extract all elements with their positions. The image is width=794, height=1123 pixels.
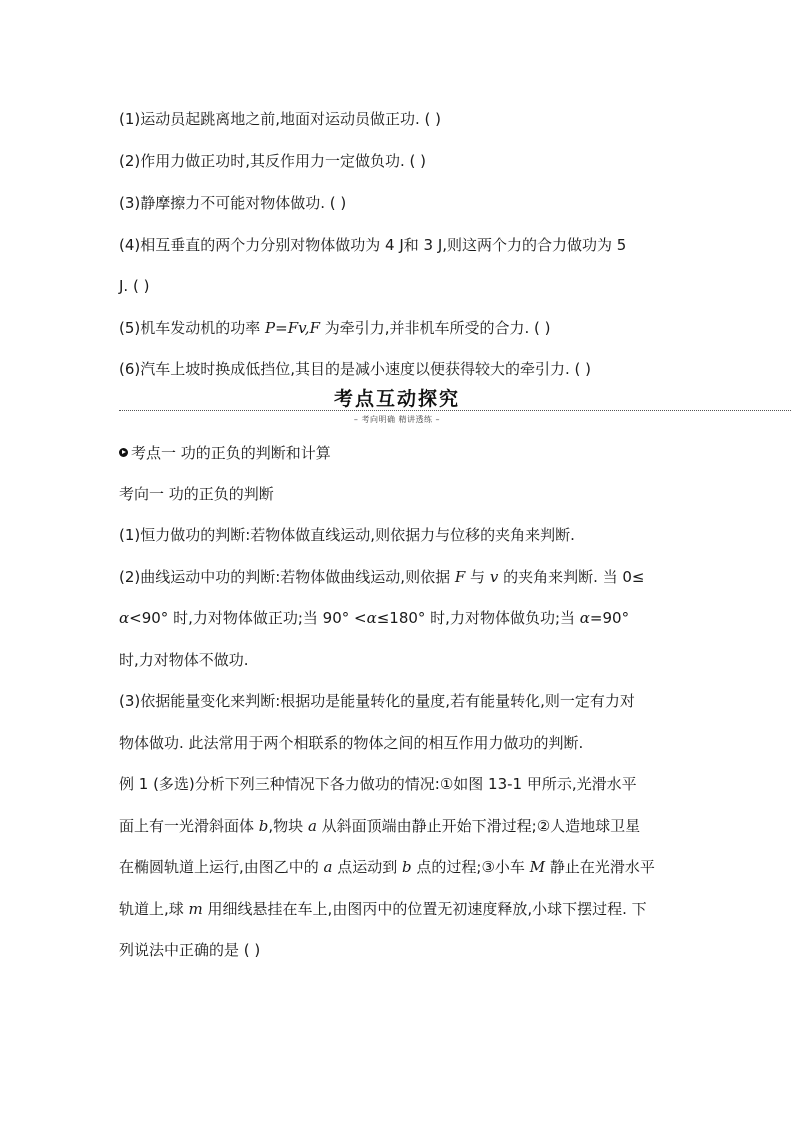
para-2-text: 与 <box>465 568 490 586</box>
example-line-3 <box>119 857 694 877</box>
para-2-text: <90° 时,力对物体做正功;当 90° < <box>129 609 367 627</box>
section-title: 考点互动探究 <box>333 388 460 410</box>
judgment-6: (6)汽车上坡时换成低挡位,其目的是减小速度以便获得较大的牵引力. ( ) <box>119 360 592 378</box>
para-2-text: (2)曲线运动中功的判断:若物体做曲线运动,则依据 <box>119 568 455 586</box>
example-line-4 <box>119 899 694 919</box>
var-M: M <box>529 858 546 876</box>
example-text: 点的过程;③小车 <box>411 858 530 876</box>
judgment-4-cont: J. ( ) <box>119 277 150 295</box>
judgment-5 <box>119 318 694 338</box>
example-text: 静止在光滑水平 <box>545 858 655 876</box>
example-line-5: 列说法中正确的是 ( ) <box>119 941 261 959</box>
example-text: 从斜面顶端由静止开始下滑过程;②人造地球卫星 <box>316 817 641 835</box>
var-alpha: α <box>366 609 377 627</box>
example-line-1: 例 1 (多选)分析下列三种情况下各力做功的情况:①如图 13-1 甲所示,光滑水平 <box>119 775 637 793</box>
para-3-line-2: 物体做功. 此法常用于两个相联系的物体之间的相互作用力做功的判断. <box>119 734 584 752</box>
var-b: b <box>402 858 412 876</box>
judgment-5-formula: P=Fv,F <box>265 319 320 337</box>
section-subtitle: – 考向明确 精讲透练 – <box>353 415 441 424</box>
para-1: (1)恒力做功的判断:若物体做直线运动,则依据力与位移的夹角来判断. <box>119 526 575 544</box>
para-2-text: 的夹角来判断. 当 0≤ <box>498 568 645 586</box>
var-m: m <box>188 900 203 918</box>
var-b: b <box>258 817 269 835</box>
example-line-2 <box>119 816 694 836</box>
judgment-5-prefix: (5)机车发动机的功率 <box>119 319 266 337</box>
judgment-4: (4)相互垂直的两个力分别对物体做功为 4 J和 3 J,则这两个力的合力做功为 5 <box>119 236 627 254</box>
section-divider <box>119 410 791 411</box>
var-alpha: α <box>579 609 590 627</box>
para-2-text: ≤180° 时,力对物体做负功;当 <box>376 609 580 627</box>
example-text: 点运动到 <box>332 858 403 876</box>
var-a: a <box>307 817 317 835</box>
para-2-line-1 <box>119 567 694 587</box>
example-text: ,物块 <box>268 817 308 835</box>
var-F: F <box>454 568 466 586</box>
para-2-line-2 <box>119 608 694 628</box>
para-2-line-3: 时,力对物体不做功. <box>119 651 249 669</box>
example-text: 面上有一光滑斜面体 <box>119 817 259 835</box>
judgment-5-suffix: 为牵引力,并非机车所受的合力. ( ) <box>319 319 551 337</box>
judgment-3: (3)静摩擦力不可能对物体做功. ( ) <box>119 194 347 212</box>
example-text: 在椭圆轨道上运行,由图乙中的 <box>119 858 324 876</box>
kaoxiang-heading: 考向一 功的正负的判断 <box>119 485 274 503</box>
para-2-text: =90° <box>589 609 630 627</box>
var-v: v <box>489 568 499 586</box>
var-a: a <box>323 858 333 876</box>
kaodian-heading-text: 考点一 功的正负的判断和计算 <box>131 444 331 462</box>
judgment-1: (1)运动员起跳离地之前,地面对运动员做正功. ( ) <box>119 110 442 128</box>
para-3-line-1: (3)依据能量变化来判断:根据功是能量转化的量度,若有能量转化,则一定有力对 <box>119 692 635 710</box>
example-text: 轨道上,球 <box>119 900 189 918</box>
var-alpha: α <box>119 609 130 627</box>
play-bullet-icon <box>119 448 128 457</box>
kaodian-heading <box>119 443 694 463</box>
judgment-2: (2)作用力做正功时,其反作用力一定做负功. ( ) <box>119 152 427 170</box>
example-text: 用细线悬挂在车上,由图丙中的位置无初速度释放,小球下摆过程. 下 <box>202 900 647 918</box>
